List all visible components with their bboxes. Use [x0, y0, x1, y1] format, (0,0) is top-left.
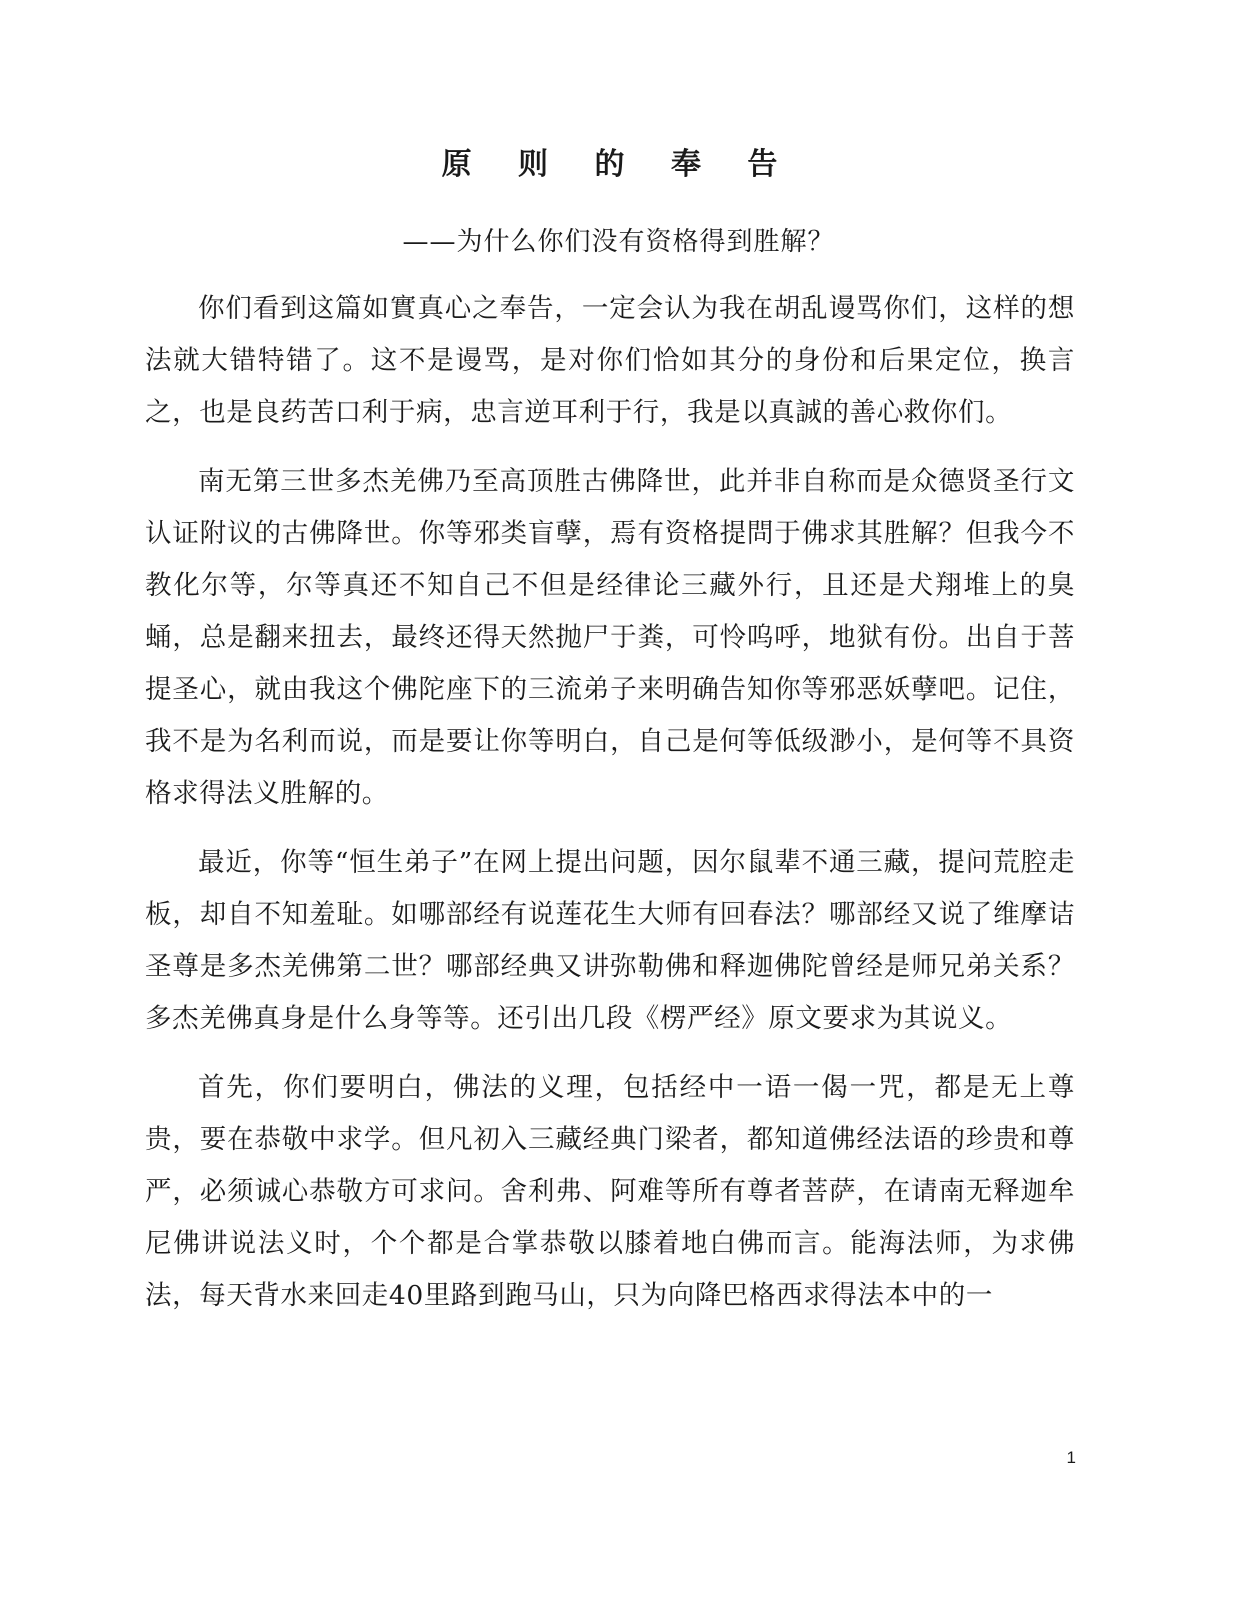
paragraph-2: 南无第三世多杰羌佛乃至高顶胜古佛降世，此并非自称而是众德贤圣行文认证附议的古佛降世。你等邪类盲孽，焉有资格提問于佛求其胜解？但我今不教化尔等，尔等真还不知自己不但是经律论三藏外行，且还是犬翔堆上的臭蛹，总是翻来扭去，最终还得天然抛尸于粪，可怜呜呼，地狱有份。出自于菩提圣心，就由我这个佛陀座下的三流弟子来明确告知你等邪恶妖孽吧。记住，我不是为名利而说，而是要让你等明白，自己是何等低级渺小，是何等不具资格求得法义胜解的。: [145, 466, 1075, 809]
paragraph-4: 首先，你们要明白，佛法的义理，包括经中一语一偈一咒，都是无上尊贵，要在恭敬中求学。但凡初入三藏经典门梁者，都知道佛经法语的珍贵和尊严，必须诚心恭敬方可求问。舍利弗、阿难等所有尊者菩萨，在请南无释迦牟尼佛讲说法义时，个个都是合掌恭敬以膝着地白佛而言。能海法师，为求佛法，每天背水来回走40里路到跑马山，只为向降巴格西求得法本中的一: [145, 1072, 1075, 1311]
paragraph-1: 你们看到这篇如實真心之奉告，一定会认为我在胡乱谩骂你们，这样的想法就大错特错了。这不是谩骂，是对你们恰如其分的身份和后果定位，换言之，也是良药苦口利于病，忠言逆耳利于行，我是以真誠的善心救你们。: [145, 293, 1075, 428]
document-title: 原 则 的 奉 告: [441, 147, 796, 182]
document-body: [145, 283, 1075, 1339]
paragraph-3: 最近，你等“恒生弟子”在网上提出问题，因尔鼠辈不通三藏，提问荒腔走板，却自不知羞耻。如哪部经有说莲花生大师有回春法？哪部经又说了维摩诘圣尊是多杰羌佛第二世？哪部经典又讲弥勒佛和释迦佛陀曾经是师兄弟关系？多杰羌佛真身是什么身等等。还引出几段《楞严经》原文要求为其说义。: [145, 847, 1075, 1034]
page-number: 1: [1066, 1448, 1076, 1467]
document-subtitle: ——为什么你们没有资格得到胜解？: [402, 227, 835, 257]
